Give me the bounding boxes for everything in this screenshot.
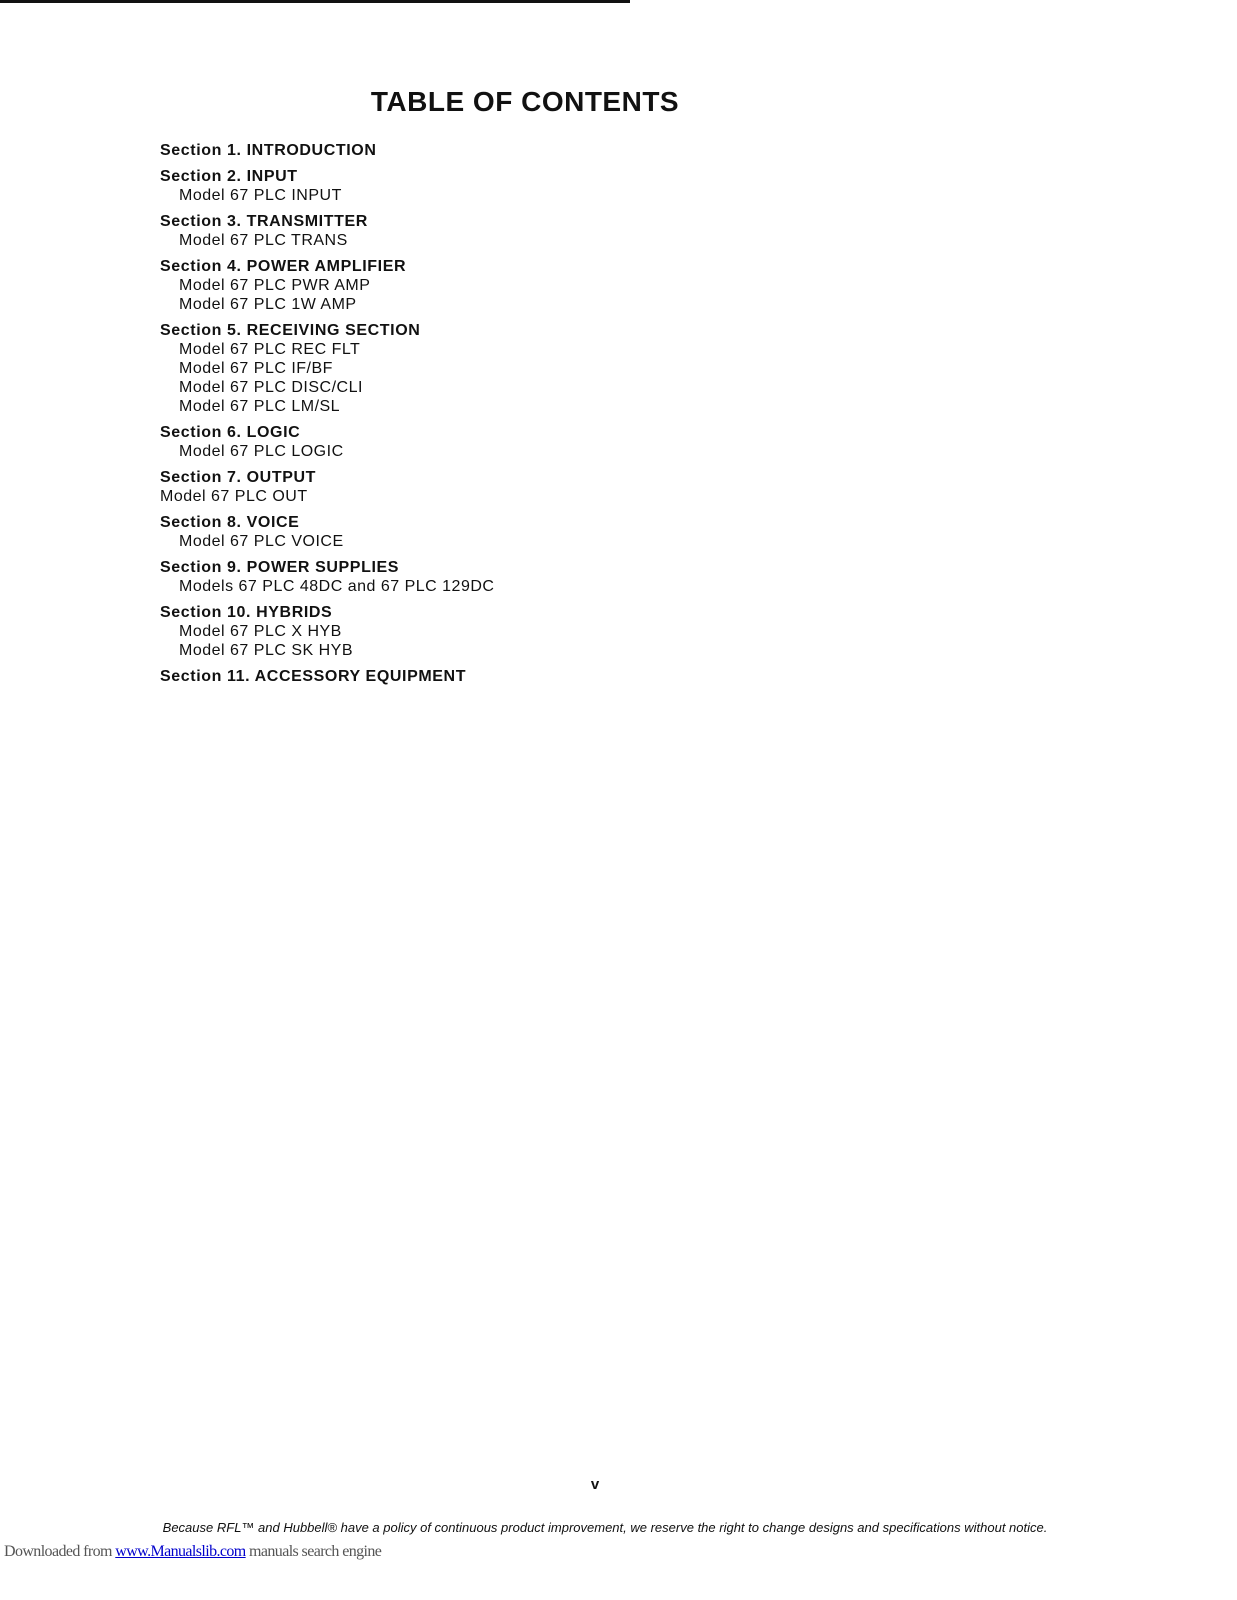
toc-section-heading — [160, 468, 1010, 487]
toc-entry-title: Section 10. HYBRIDS — [160, 604, 336, 621]
toc-section-heading — [160, 667, 1010, 686]
toc-section-heading — [160, 257, 1010, 276]
toc-entry-title: Model 67 PLC TRANS — [179, 232, 352, 249]
top-rule — [0, 0, 630, 3]
toc-section-heading — [160, 513, 1010, 532]
toc-section-heading — [160, 212, 1010, 231]
download-attribution — [4, 1543, 381, 1561]
toc-entry-title: Section 9. POWER SUPPLIES — [160, 559, 403, 576]
toc-entry-title: Model 67 PLC REC FLT — [179, 341, 364, 358]
toc-entry-title: Model 67 PLC IF/BF — [179, 360, 337, 377]
toc-entry-title: Section 1. INTRODUCTION — [160, 142, 380, 159]
toc-section-heading — [160, 603, 1010, 622]
page-title: TABLE OF CONTENTS — [370, 86, 680, 117]
toc-section-heading — [160, 321, 1010, 340]
toc-entry-title: Section 8. VOICE — [160, 514, 303, 531]
toc-section-heading — [160, 423, 1010, 442]
toc-model-heading — [160, 641, 1010, 660]
toc-entry-title: Model 67 PLC LM/SL — [179, 398, 344, 415]
toc-model-heading — [160, 186, 1010, 205]
download-suffix: manuals search engine — [245, 1543, 382, 1560]
toc-model-heading — [160, 622, 1010, 641]
toc-model-heading — [160, 378, 1010, 397]
toc-model-heading — [160, 276, 1010, 295]
toc-entry-title: Model 67 PLC DISC/CLI — [179, 379, 367, 396]
toc-entry-title: Model 67 PLC SK HYB — [179, 642, 357, 659]
toc-entry-title: Section 6. LOGIC — [160, 424, 304, 441]
toc-section-heading — [160, 167, 1010, 186]
toc-section-heading — [160, 141, 1010, 160]
toc-model-heading — [160, 442, 1010, 461]
toc-model-heading — [160, 397, 1010, 416]
toc-entry-title: Model 67 PLC 1W AMP — [179, 296, 361, 313]
toc-section-heading — [160, 558, 1010, 577]
toc-entry-title: Model 67 PLC INPUT — [179, 187, 346, 204]
toc-entry-title: Section 3. TRANSMITTER — [160, 213, 372, 230]
toc-entry-title: Section 11. ACCESSORY EQUIPMENT — [160, 668, 470, 685]
toc-entry-title: Section 2. INPUT — [160, 168, 302, 185]
toc-model-heading — [160, 340, 1010, 359]
toc-model-heading — [160, 231, 1010, 250]
toc-entry-title: Model 67 PLC VOICE — [179, 533, 348, 550]
download-prefix: Downloaded from — [4, 1543, 116, 1560]
page-number: v — [590, 1476, 600, 1493]
table-of-contents — [160, 134, 1010, 686]
toc-entry-title: Model 67 PLC OUT — [160, 488, 312, 505]
toc-entry-title: Section 7. OUTPUT — [160, 469, 320, 486]
toc-entry-title: Model 67 PLC PWR AMP — [179, 277, 374, 294]
toc-model-heading — [160, 295, 1010, 314]
toc-model-heading — [160, 577, 1010, 596]
toc-entry-title: Model 67 PLC X HYB — [179, 623, 346, 640]
toc-model-heading — [160, 487, 1010, 506]
toc-model-heading — [160, 359, 1010, 378]
toc-entry-title: Model 67 PLC LOGIC — [179, 443, 348, 460]
toc-entry-title: Section 4. POWER AMPLIFIER — [160, 258, 410, 275]
product-improvement-notice: Because RFL™ and Hubbell® have a policy of continuous product improvement, we reserve the right to change designs and specifications without notice. — [162, 1520, 1048, 1535]
toc-model-heading — [160, 532, 1010, 551]
toc-entry-title: Models 67 PLC 48DC and 67 PLC 129DC — [179, 578, 498, 595]
manualslib-link[interactable]: www.Manualslib.com — [115, 1543, 246, 1560]
toc-entry-title: Section 5. RECEIVING SECTION — [160, 322, 424, 339]
